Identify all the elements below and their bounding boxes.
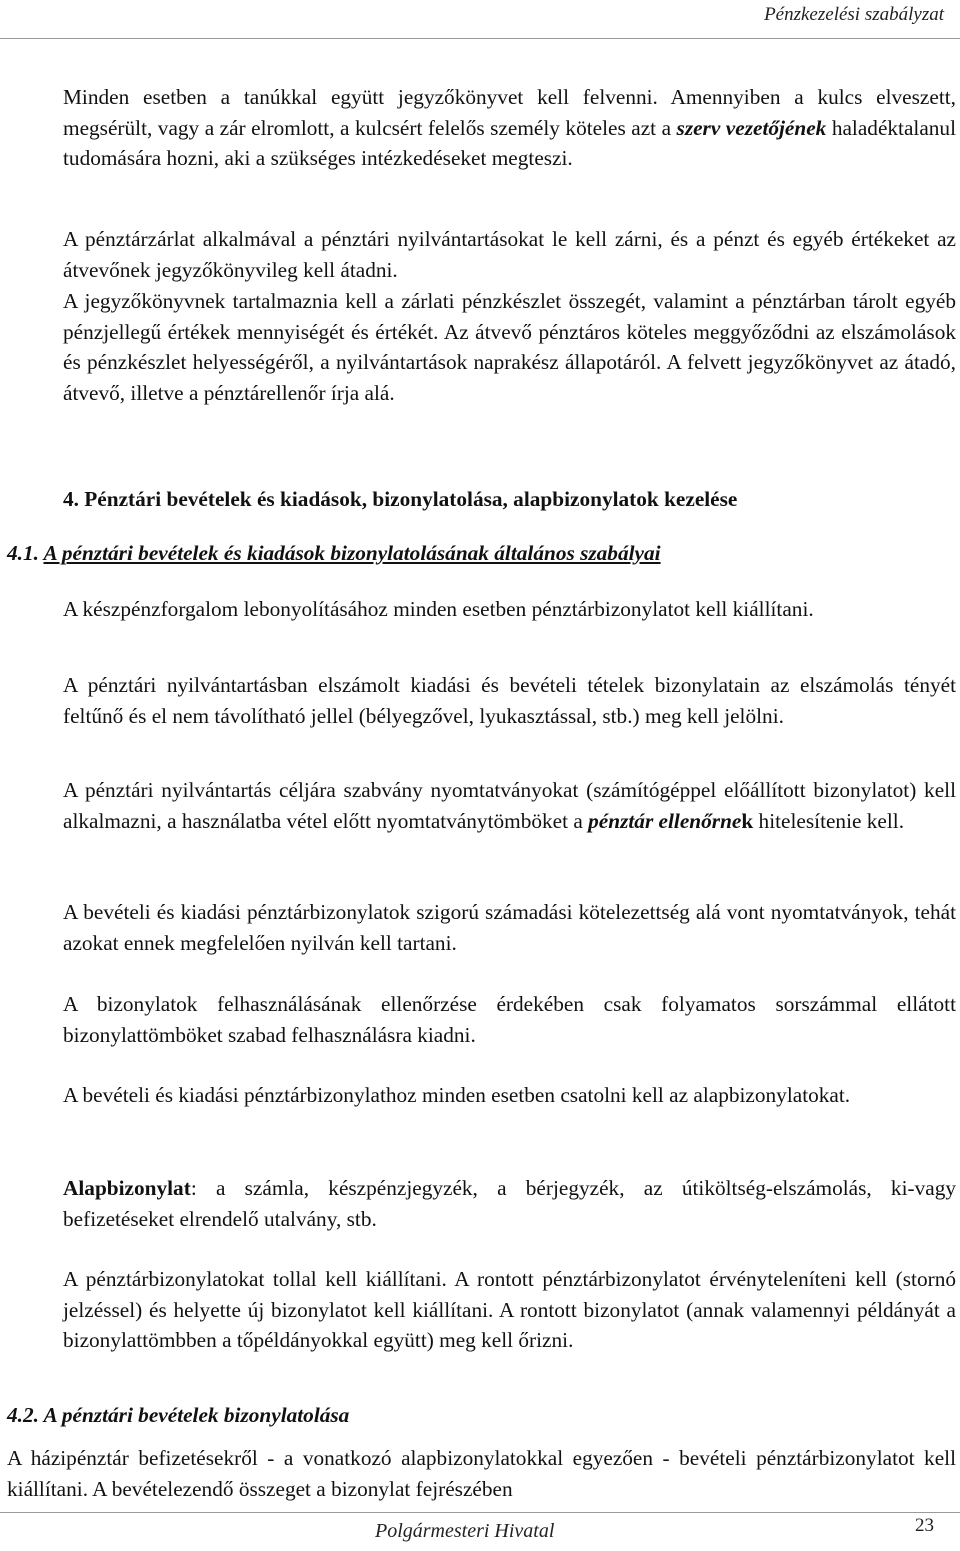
section-heading-4-2: 4.2. A pénztári bevételek bizonylatolása [7,1403,350,1427]
paragraph-standard-forms: A pénztári nyilvántartás céljára szabvány nyomtatványokat (számítógéppel előállított bizonylatot) kell alkalmazni, a használatba vétel előtt nyomtatványtömböket a pénztár ellenőrnek hitelesítenie kell. [63,778,956,833]
paragraph-base-document-definition: Alapbizonylat: a számla, készpénzjegyzék, a bérjegyzék, az útiköltség-elszámolás, ki-vagy befizetéseket elrendelő utalvány, stb. [63,1176,956,1231]
term-alapbizonylat: Alapbizonylat [63,1176,191,1200]
page-header [0,0,960,39]
section-heading-4: 4. Pénztári bevételek és kiadások, bizonylatolása, alapbizonylatok kezelése [63,487,738,511]
emphasis-cash-controller: pénztár ellenőrne [588,808,742,833]
paragraph-attach-base-documents: A bevételi és kiadási pénztárbizonylathoz minden esetben csatolni kell az alapbizonylatokat. [63,1083,851,1107]
paragraph-spoiled-receipts: A pénztárbizonylatokat tollal kell kiállítani. A rontott pénztárbizonylatot érvényteleníteni kell (stornó jelzéssel) és helyette új bizonylatot kell kiállítani. A rontott bizonylatot (annak valamennyi példányát a bizonylattömbben a tőpéldányokkal együtt) meg kell őrizni. [63,1267,956,1352]
paragraph-strict-accounting: A bevételi és kiadási pénztárbizonylatok szigorú számadási kötelezettség alá vont nyomtatványok, tehát azokat ennek megfelelően nyilván kell tartani. [63,900,956,955]
paragraph-marking: A pénztári nyilvántartásban elszámolt kiadási és bevételi tételek bizonylatain az elszámolás tényét feltűnő és el nem távolítható jellel (bélyegzővel, lyukasztással, stb.) meg kell jelölni. [63,673,956,728]
paragraph-cash-closing: A pénztárzárlat alkalmával a pénztári nyilvántartásokat le kell zárni, és a pénzt és egyéb értékeket az átvevőnek jegyzőkönyvileg kell átadni. [63,227,956,282]
section-heading-4-1: 4.1. A pénztári bevételek és kiadások bizonylatolásának általános szabályai [7,541,661,565]
document-title: Pénzkezelési szabályzat [764,4,944,25]
paragraph-minutes-content: A jegyzőkönyvnek tartalmaznia kell a zárlati pénzkészlet összegét, valamint a pénztárban tárolt egyéb pénzjellegű értékek mennyiségét és értékét. Az átvevő pénztáros köteles meggyőződni az elszámolások és pénzkészlet helyességéről, a nyilvántartások naprakész állapotáról. A felvett jegyzőkönyvet az átadó, átvevő, illetve a pénztárellenőr írja alá. [63,289,956,405]
emphasis-head-of-organization: szerv vezetőjének [676,115,827,140]
page-number: 23 [915,1515,934,1536]
paragraph-cash-receipt: A készpénzforgalom lebonyolításához minden esetben pénztárbizonylatot kell kiállítani. [63,597,814,621]
footer-organization: Polgármesteri Hivatal [375,1520,555,1542]
paragraph-serial-numbers: A bizonylatok felhasználásának ellenőrzése érdekében csak folyamatos sorszámmal ellátott bizonylattömböket szabad felhasználásra kiadni. [63,992,956,1047]
page-footer [0,1512,960,1551]
paragraph-key-loss: Minden esetben a tanúkkal együtt jegyzőkönyvet kell felvenni. Amennyiben a kulcs elveszett, megsérült, vagy a zár elromlott, a kulcsért felelős személy köteles azt a szerv vezetőjének haladéktalanul tudomására hozni, aki a szükséges intézkedéseket megteszi. [63,85,956,170]
paragraph-petty-cash-income: A házipénztár befizetésekről - a vonatkozó alapbizonylatokkal egyezően - bevételi pénztárbizonylatot kell kiállítani. A bevételezendő összeget a bizonylat fejrészében [7,1446,956,1501]
